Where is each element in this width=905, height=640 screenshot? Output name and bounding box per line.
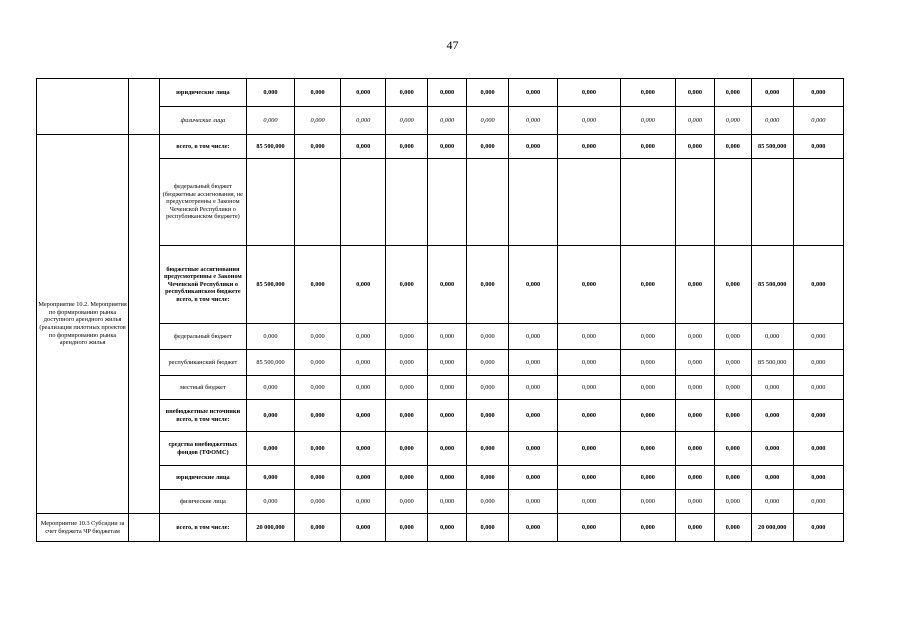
amount-cell: 0,000 [467, 135, 509, 159]
amount-cell: 0,000 [341, 514, 386, 542]
amount-cell: 0,000 [620, 246, 675, 324]
funding-source-cell: федеральный бюджет (бюджетные ассигнования, не предусмотренны е Законом Чеченской Республики о республиканском бюджете) [159, 159, 246, 246]
amount-cell: 0,000 [428, 400, 467, 432]
amount-cell: 0,000 [793, 79, 843, 107]
amount-cell: 0,000 [246, 490, 294, 514]
amount-cell: 0,000 [751, 432, 793, 466]
amount-cell: 20 000,000 [246, 514, 294, 542]
amount-cell: 0,000 [558, 350, 620, 376]
amount-cell: 0,000 [509, 79, 558, 107]
amount-cell: 0,000 [246, 400, 294, 432]
amount-cell: 0,000 [467, 376, 509, 400]
amount-cell: 0,000 [246, 432, 294, 466]
funding-source-cell: физические лица [159, 490, 246, 514]
amount-cell: 0,000 [751, 400, 793, 432]
amount-cell: 0,000 [675, 79, 714, 107]
amount-cell: 0,000 [386, 466, 428, 490]
amount-cell: 20 000,000 [751, 514, 793, 542]
amount-cell: 0,000 [295, 400, 341, 432]
amount-cell: 0,000 [386, 324, 428, 350]
amount-cell: 0,000 [341, 79, 386, 107]
amount-cell: 0,000 [467, 432, 509, 466]
event-name-cell [37, 79, 129, 135]
amount-cell: 0,000 [467, 490, 509, 514]
amount-cell: 0,000 [428, 135, 467, 159]
empty-cell [129, 79, 160, 135]
amount-cell: 0,000 [428, 514, 467, 542]
amount-cell: 0,000 [428, 107, 467, 135]
amount-cell: 0,000 [793, 400, 843, 432]
amount-cell: 0,000 [793, 324, 843, 350]
amount-cell: 0,000 [714, 350, 751, 376]
amount-cell: 0,000 [509, 376, 558, 400]
amount-cell: 0,000 [620, 135, 675, 159]
amount-cell: 0,000 [341, 246, 386, 324]
amount-cell: 0,000 [751, 376, 793, 400]
amount-cell [751, 159, 793, 246]
amount-cell: 0,000 [714, 135, 751, 159]
amount-cell: 0,000 [675, 490, 714, 514]
amount-cell: 0,000 [558, 107, 620, 135]
amount-cell: 0,000 [509, 432, 558, 466]
amount-cell: 0,000 [341, 400, 386, 432]
amount-cell: 0,000 [386, 246, 428, 324]
amount-cell: 0,000 [428, 79, 467, 107]
funding-source-cell: всего, в том числе: [159, 514, 246, 542]
amount-cell: 0,000 [386, 432, 428, 466]
amount-cell: 85 500,000 [246, 135, 294, 159]
event-name-cell: Мероприятие 10.3 Субсидии за счет бюджета ЧР бюджетам [37, 514, 129, 542]
event-name-cell: Мероприятие 10.2. Мероприятия по формированию рынка доступного арендного жилья (реализация пилотных проектов по формированию рынка арендного жилья [37, 135, 129, 514]
amount-cell: 0,000 [793, 432, 843, 466]
amount-cell: 0,000 [620, 466, 675, 490]
amount-cell: 0,000 [675, 135, 714, 159]
amount-cell: 0,000 [295, 432, 341, 466]
amount-cell: 0,000 [714, 376, 751, 400]
amount-cell: 0,000 [675, 400, 714, 432]
amount-cell: 0,000 [675, 246, 714, 324]
amount-cell: 0,000 [386, 376, 428, 400]
funding-source-cell: юридические лица [159, 79, 246, 107]
amount-cell: 0,000 [509, 246, 558, 324]
table-row [37, 135, 844, 159]
amount-cell: 0,000 [675, 324, 714, 350]
amount-cell: 0,000 [509, 490, 558, 514]
amount-cell: 0,000 [751, 490, 793, 514]
amount-cell: 0,000 [793, 466, 843, 490]
amount-cell: 0,000 [751, 107, 793, 135]
amount-cell: 0,000 [428, 324, 467, 350]
amount-cell [341, 159, 386, 246]
amount-cell: 0,000 [793, 376, 843, 400]
amount-cell: 85 500,000 [246, 350, 294, 376]
amount-cell: 0,000 [246, 79, 294, 107]
amount-cell: 0,000 [620, 514, 675, 542]
amount-cell: 0,000 [558, 466, 620, 490]
page-number: 47 [446, 38, 459, 52]
amount-cell: 0,000 [467, 400, 509, 432]
amount-cell: 0,000 [467, 79, 509, 107]
amount-cell: 0,000 [467, 107, 509, 135]
amount-cell: 0,000 [246, 376, 294, 400]
amount-cell: 0,000 [675, 432, 714, 466]
amount-cell: 0,000 [558, 432, 620, 466]
amount-cell: 0,000 [714, 246, 751, 324]
amount-cell: 0,000 [558, 79, 620, 107]
amount-cell: 85 500,000 [751, 246, 793, 324]
amount-cell: 0,000 [341, 376, 386, 400]
amount-cell: 0,000 [714, 514, 751, 542]
amount-cell: 0,000 [467, 324, 509, 350]
amount-cell [386, 159, 428, 246]
funding-source-cell: республиканский бюджет [159, 350, 246, 376]
amount-cell [675, 159, 714, 246]
amount-cell: 0,000 [295, 376, 341, 400]
amount-cell [295, 159, 341, 246]
amount-cell: 0,000 [509, 107, 558, 135]
amount-cell [246, 159, 294, 246]
amount-cell: 0,000 [620, 324, 675, 350]
amount-cell: 0,000 [386, 107, 428, 135]
amount-cell: 85 500,000 [751, 350, 793, 376]
empty-cell [129, 135, 160, 514]
funding-source-cell: местный бюджет [159, 376, 246, 400]
amount-cell: 0,000 [558, 376, 620, 400]
amount-cell [793, 159, 843, 246]
amount-cell: 0,000 [558, 324, 620, 350]
amount-cell: 0,000 [341, 324, 386, 350]
amount-cell: 0,000 [467, 466, 509, 490]
amount-cell: 0,000 [558, 514, 620, 542]
amount-cell: 0,000 [295, 490, 341, 514]
amount-cell: 0,000 [620, 432, 675, 466]
amount-cell: 0,000 [467, 350, 509, 376]
amount-cell: 0,000 [341, 350, 386, 376]
amount-cell [509, 159, 558, 246]
amount-cell: 0,000 [620, 107, 675, 135]
amount-cell: 0,000 [509, 135, 558, 159]
funding-source-cell: юридические лица [159, 466, 246, 490]
amount-cell: 0,000 [509, 466, 558, 490]
amount-cell: 0,000 [509, 350, 558, 376]
table-row [37, 79, 844, 107]
amount-cell: 0,000 [714, 79, 751, 107]
amount-cell: 0,000 [246, 466, 294, 490]
amount-cell: 0,000 [386, 400, 428, 432]
amount-cell: 0,000 [793, 246, 843, 324]
amount-cell: 0,000 [675, 514, 714, 542]
amount-cell: 0,000 [295, 246, 341, 324]
amount-cell: 0,000 [428, 350, 467, 376]
amount-cell: 0,000 [675, 466, 714, 490]
amount-cell: 0,000 [714, 490, 751, 514]
amount-cell [714, 159, 751, 246]
amount-cell [428, 159, 467, 246]
amount-cell: 0,000 [620, 376, 675, 400]
amount-cell: 0,000 [386, 350, 428, 376]
amount-cell: 0,000 [341, 432, 386, 466]
amount-cell: 0,000 [246, 324, 294, 350]
amount-cell: 0,000 [558, 246, 620, 324]
amount-cell: 0,000 [620, 350, 675, 376]
amount-cell: 0,000 [620, 79, 675, 107]
amount-cell: 0,000 [793, 514, 843, 542]
empty-cell [129, 514, 160, 542]
amount-cell: 0,000 [675, 376, 714, 400]
amount-cell: 0,000 [509, 400, 558, 432]
amount-cell: 0,000 [341, 490, 386, 514]
funding-source-cell: бюджетные ассигнования предусмотренны е Законом Чеченской Республики о республиканском бюджете всего, в том числе: [159, 246, 246, 324]
amount-cell: 0,000 [386, 490, 428, 514]
amount-cell: 0,000 [467, 246, 509, 324]
amount-cell: 85 500,000 [751, 135, 793, 159]
amount-cell: 0,000 [509, 324, 558, 350]
amount-cell: 0,000 [295, 324, 341, 350]
amount-cell: 0,000 [341, 135, 386, 159]
amount-cell: 0,000 [558, 135, 620, 159]
amount-cell: 0,000 [386, 135, 428, 159]
funding-source-cell: федеральный бюджет [159, 324, 246, 350]
amount-cell: 0,000 [793, 350, 843, 376]
amount-cell: 0,000 [793, 135, 843, 159]
table-row [37, 514, 844, 542]
amount-cell: 0,000 [386, 79, 428, 107]
amount-cell: 0,000 [714, 324, 751, 350]
amount-cell: 0,000 [620, 400, 675, 432]
amount-cell: 0,000 [295, 135, 341, 159]
amount-cell: 0,000 [714, 400, 751, 432]
amount-cell: 0,000 [751, 79, 793, 107]
amount-cell: 0,000 [558, 490, 620, 514]
funding-source-cell: средства внебюджетных фондов (ТФОМС) [159, 432, 246, 466]
amount-cell: 0,000 [793, 490, 843, 514]
funding-source-cell: всего, в том числе: [159, 135, 246, 159]
amount-cell: 85 500,000 [246, 246, 294, 324]
amount-cell: 0,000 [428, 490, 467, 514]
amount-cell: 0,000 [386, 514, 428, 542]
amount-cell: 0,000 [467, 514, 509, 542]
amount-cell: 0,000 [341, 466, 386, 490]
amount-cell: 0,000 [675, 350, 714, 376]
amount-cell: 0,000 [295, 79, 341, 107]
amount-cell: 0,000 [341, 107, 386, 135]
amount-cell: 0,000 [295, 466, 341, 490]
amount-cell [620, 159, 675, 246]
amount-cell: 0,000 [714, 107, 751, 135]
amount-cell: 0,000 [246, 107, 294, 135]
amount-cell [467, 159, 509, 246]
amount-cell: 0,000 [620, 490, 675, 514]
funding-source-cell: физические лица [159, 107, 246, 135]
amount-cell: 0,000 [428, 432, 467, 466]
amount-cell: 0,000 [509, 514, 558, 542]
amount-cell: 0,000 [793, 107, 843, 135]
amount-cell: 0,000 [295, 514, 341, 542]
amount-cell [558, 159, 620, 246]
amount-cell: 0,000 [428, 376, 467, 400]
amount-cell: 0,000 [751, 324, 793, 350]
amount-cell: 0,000 [428, 466, 467, 490]
amount-cell: 0,000 [675, 107, 714, 135]
amount-cell: 0,000 [295, 107, 341, 135]
amount-cell: 0,000 [751, 466, 793, 490]
amount-cell: 0,000 [558, 400, 620, 432]
funding-source-cell: внебюджетные источники всего, в том числе: [159, 400, 246, 432]
amount-cell: 0,000 [295, 350, 341, 376]
budget-table [36, 78, 844, 542]
amount-cell: 0,000 [714, 466, 751, 490]
amount-cell: 0,000 [428, 246, 467, 324]
amount-cell: 0,000 [714, 432, 751, 466]
